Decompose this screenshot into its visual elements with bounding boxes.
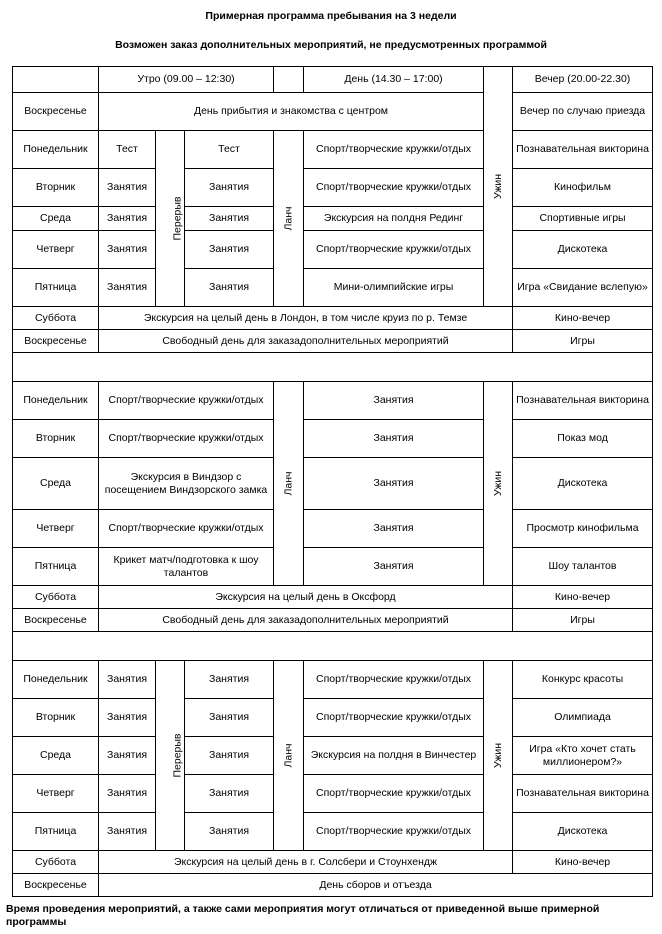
table-row bbox=[13, 874, 653, 897]
afternoon-cell: Занятия bbox=[304, 510, 484, 548]
evening-cell: Олимпиада bbox=[513, 699, 653, 737]
table-row bbox=[13, 737, 653, 775]
morning-cell: Занятия bbox=[99, 661, 156, 699]
day-cell: Воскресенье bbox=[13, 609, 99, 632]
dinner-label: Ужин bbox=[491, 173, 504, 200]
header-afternoon: День (14.30 – 17:00) bbox=[304, 67, 484, 93]
table-row bbox=[13, 382, 653, 420]
evening-cell: Кинофильм bbox=[513, 169, 653, 207]
afternoon-cell: Спорт/творческие кружки/отдых bbox=[304, 661, 484, 699]
day-cell: Суббота bbox=[13, 586, 99, 609]
morning-cell: Занятия bbox=[99, 231, 156, 269]
evening-cell: Познавательная викторина bbox=[513, 382, 653, 420]
morning-cell: Занятия bbox=[185, 699, 274, 737]
table-row bbox=[13, 93, 653, 131]
header-morning: Утро (09.00 – 12:30) bbox=[99, 67, 274, 93]
afternoon-cell: Спорт/творческие кружки/отдых bbox=[304, 699, 484, 737]
day-cell: Вторник bbox=[13, 169, 99, 207]
program-cell: Экскурсия на целый день в Оксфорд bbox=[99, 586, 513, 609]
week-separator-row bbox=[13, 353, 653, 382]
evening-cell: Познавательная викторина bbox=[513, 131, 653, 169]
morning-cell: Занятия bbox=[185, 231, 274, 269]
header-corner-cell bbox=[13, 67, 99, 93]
week-separator bbox=[13, 353, 653, 382]
afternoon-cell: Занятия bbox=[304, 548, 484, 586]
afternoon-cell: Экскурсия на полдня Рединг bbox=[304, 207, 484, 231]
evening-cell: Игры bbox=[513, 330, 653, 353]
day-cell: Воскресенье bbox=[13, 93, 99, 131]
table-row bbox=[13, 269, 653, 307]
morning-cell: Экскурсия в Виндзор с посещением Виндзорского замка bbox=[99, 458, 274, 510]
morning-cell: Занятия bbox=[99, 269, 156, 307]
table-row bbox=[13, 231, 653, 269]
header-row bbox=[13, 67, 653, 93]
pause-break-week3 bbox=[156, 661, 185, 851]
pause-break-week1 bbox=[156, 131, 185, 307]
day-cell: Понедельник bbox=[13, 661, 99, 699]
schedule-table bbox=[12, 66, 653, 897]
day-cell: Четверг bbox=[13, 231, 99, 269]
week-separator-row bbox=[13, 632, 653, 661]
morning-cell: Спорт/творческие кружки/отдых bbox=[99, 510, 274, 548]
afternoon-cell: Экскурсия на полдня в Винчестер bbox=[304, 737, 484, 775]
evening-cell: Игра «Кто хочет стать миллионером?» bbox=[513, 737, 653, 775]
page-subtitle: Возможен заказ дополнительных мероприятий, не предусмотренных программой bbox=[115, 39, 547, 51]
lunch-label: Ланч bbox=[282, 743, 295, 768]
afternoon-cell: Спорт/творческие кружки/отдых bbox=[304, 131, 484, 169]
table-row bbox=[13, 775, 653, 813]
day-cell: Среда bbox=[13, 458, 99, 510]
footnote: Время проведения мероприятий, а также сами мероприятия могут отличаться от приведенной выше примерной программы bbox=[6, 903, 600, 928]
evening-cell: Вечер по случаю приезда bbox=[513, 93, 653, 131]
morning-cell: Занятия bbox=[185, 737, 274, 775]
day-cell: Вторник bbox=[13, 699, 99, 737]
lunch-break-week2 bbox=[274, 382, 304, 586]
table-row bbox=[13, 586, 653, 609]
morning-cell: Занятия bbox=[185, 207, 274, 231]
table-row bbox=[13, 330, 653, 353]
afternoon-cell: Занятия bbox=[304, 382, 484, 420]
table-row bbox=[13, 609, 653, 632]
table-row bbox=[13, 420, 653, 458]
day-cell: Четверг bbox=[13, 775, 99, 813]
table-row bbox=[13, 169, 653, 207]
evening-cell: Шоу талантов bbox=[513, 548, 653, 586]
pause-label: Перерыв bbox=[171, 196, 184, 241]
morning-cell: Занятия bbox=[185, 269, 274, 307]
program-cell: День сборов и отъезда bbox=[99, 874, 653, 897]
table-row bbox=[13, 813, 653, 851]
table-row bbox=[13, 458, 653, 510]
dinner-label: Ужин bbox=[491, 470, 504, 497]
table-row bbox=[13, 851, 653, 874]
afternoon-cell: Спорт/творческие кружки/отдых bbox=[304, 169, 484, 207]
morning-cell: Занятия bbox=[185, 661, 274, 699]
evening-cell: Просмотр кинофильма bbox=[513, 510, 653, 548]
program-cell: Свободный день для заказадополнительных мероприятий bbox=[99, 609, 513, 632]
morning-cell: Тест bbox=[185, 131, 274, 169]
header-evening: Вечер (20.00-22.30) bbox=[513, 67, 653, 93]
afternoon-cell: Спорт/творческие кружки/отдых bbox=[304, 775, 484, 813]
evening-cell: Игра «Свидание вслепую» bbox=[513, 269, 653, 307]
day-cell: Понедельник bbox=[13, 382, 99, 420]
day-cell: Вторник bbox=[13, 420, 99, 458]
day-cell: Суббота bbox=[13, 851, 99, 874]
lunch-break-week3 bbox=[274, 661, 304, 851]
pause-label: Перерыв bbox=[171, 733, 184, 778]
dinner-break-week1 bbox=[484, 67, 513, 307]
lunch-label: Ланч bbox=[282, 206, 295, 231]
program-cell: День прибытия и знакомства с центром bbox=[99, 93, 484, 131]
program-cell: Экскурсия на целый день в г. Солсбери и Стоунхендж bbox=[99, 851, 513, 874]
afternoon-cell: Занятия bbox=[304, 458, 484, 510]
day-cell: Пятница bbox=[13, 548, 99, 586]
evening-cell: Спортивные игры bbox=[513, 207, 653, 231]
morning-cell: Занятия bbox=[185, 775, 274, 813]
morning-cell: Занятия bbox=[185, 813, 274, 851]
evening-cell: Конкурс красоты bbox=[513, 661, 653, 699]
day-cell: Пятница bbox=[13, 813, 99, 851]
page-title: Примерная программа пребывания на 3 недели bbox=[205, 10, 457, 22]
table-row bbox=[13, 510, 653, 548]
evening-cell: Дискотека bbox=[513, 458, 653, 510]
morning-cell: Занятия bbox=[99, 737, 156, 775]
dinner-break-week3 bbox=[484, 661, 513, 851]
dinner-break-week2 bbox=[484, 382, 513, 586]
morning-cell: Занятия bbox=[185, 169, 274, 207]
day-cell: Среда bbox=[13, 207, 99, 231]
morning-cell: Спорт/творческие кружки/отдых bbox=[99, 382, 274, 420]
afternoon-cell: Спорт/творческие кружки/отдых bbox=[304, 231, 484, 269]
program-cell: Экскурсия на целый день в Лондон, в том числе круиз по р. Темзе bbox=[99, 307, 513, 330]
morning-cell: Занятия bbox=[99, 699, 156, 737]
program-cell: Свободный день для заказадополнительных мероприятий bbox=[99, 330, 513, 353]
afternoon-cell: Мини-олимпийские игры bbox=[304, 269, 484, 307]
day-cell: Понедельник bbox=[13, 131, 99, 169]
evening-cell: Кино-вечер bbox=[513, 307, 653, 330]
dinner-label: Ужин bbox=[491, 742, 504, 769]
evening-cell: Кино-вечер bbox=[513, 586, 653, 609]
morning-cell: Крикет матч/подготовка к шоу талантов bbox=[99, 548, 274, 586]
morning-cell: Занятия bbox=[99, 207, 156, 231]
morning-cell: Занятия bbox=[99, 775, 156, 813]
evening-cell: Показ мод bbox=[513, 420, 653, 458]
afternoon-cell: Спорт/творческие кружки/отдых bbox=[304, 813, 484, 851]
day-cell: Пятница bbox=[13, 269, 99, 307]
table-row bbox=[13, 207, 653, 231]
lunch-break-week1 bbox=[274, 131, 304, 307]
day-cell: Воскресенье bbox=[13, 330, 99, 353]
evening-cell: Дискотека bbox=[513, 813, 653, 851]
lunch-label: Ланч bbox=[282, 471, 295, 496]
morning-cell: Занятия bbox=[99, 813, 156, 851]
week-separator bbox=[13, 632, 653, 661]
day-cell: Четверг bbox=[13, 510, 99, 548]
table-row bbox=[13, 307, 653, 330]
table-row bbox=[13, 699, 653, 737]
evening-cell: Познавательная викторина bbox=[513, 775, 653, 813]
table-row bbox=[13, 548, 653, 586]
morning-cell: Тест bbox=[99, 131, 156, 169]
morning-cell: Занятия bbox=[99, 169, 156, 207]
morning-cell: Спорт/творческие кружки/отдых bbox=[99, 420, 274, 458]
day-cell: Среда bbox=[13, 737, 99, 775]
evening-cell: Кино-вечер bbox=[513, 851, 653, 874]
afternoon-cell: Занятия bbox=[304, 420, 484, 458]
header-separator-cell bbox=[274, 67, 304, 93]
table-row bbox=[13, 661, 653, 699]
evening-cell: Игры bbox=[513, 609, 653, 632]
table-row bbox=[13, 131, 653, 169]
day-cell: Воскресенье bbox=[13, 874, 99, 897]
evening-cell: Дискотека bbox=[513, 231, 653, 269]
day-cell: Суббота bbox=[13, 307, 99, 330]
